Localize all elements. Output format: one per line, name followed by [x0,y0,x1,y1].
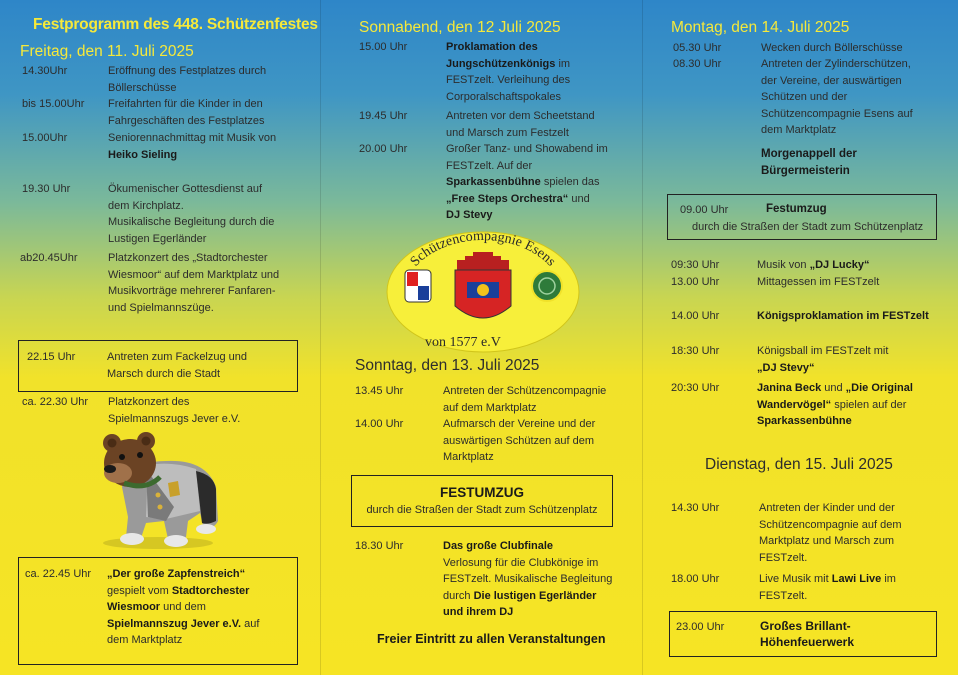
event-line [107,599,259,616]
bear-mascot-image [88,425,228,553]
text-segment: Live Musik mit [759,573,832,585]
event-line: Musikalische Begleitung durch die [108,216,275,228]
event-desc [443,538,612,621]
event-desc [107,566,259,649]
event-line: Königsball im FESTzelt mit [757,345,889,357]
event-time: 09:30 Uhr [671,259,720,271]
event-line: Spielmannszugs Jever e.V. [108,412,241,425]
event-line: Schützen und der [761,91,848,103]
event-time: 14.00 Uhr [355,418,404,430]
performer-name: DJ Stevy [446,209,493,221]
text-segment: Lawi Live [831,573,882,585]
day-heading-saturday: Sonnabend, den 12 Juli 2025 [359,19,561,36]
event-line [757,397,913,414]
event-desc [446,141,608,224]
event-line: Seniorennachmittag mit Musik von [108,132,277,144]
event-time: 09.00 Uhr [680,204,729,216]
event-line: FESTzelt. Auf der [446,159,533,172]
event-line: Großes Brillant- [760,619,851,633]
text-segment: und dem [160,601,206,613]
event-line [757,380,913,397]
event-line: Corporalschaftspokales [446,90,561,103]
event-title: Das große Clubfinale [443,540,554,552]
highlight-box-festumzug [667,194,937,240]
event-title: Proklamation des [446,41,538,53]
free-entry-note: Freier Eintritt zu allen Veranstaltungen [377,632,606,646]
event-time: ca. 22.45 Uhr [25,568,92,580]
event-title: Königsproklamation im FESTzelt [757,310,929,322]
panel-weekend [320,0,642,675]
text-segment: im [555,57,571,70]
event-desc [761,146,857,179]
event-line [107,616,259,633]
day-heading-tuesday: Dienstag, den 15. Juli 2025 [705,456,893,473]
text-segment: Wandervögel“ [757,398,832,411]
day-heading-friday: Freitag, den 11. Juli 2025 [20,43,194,60]
event-line: FESTzelt. [759,551,808,564]
program-title: Festprogramm des 448. Schützenfestes [33,16,318,33]
highlight-box-fireworks [669,611,937,657]
event-title: Festumzug [766,203,827,215]
event-time: 14.30 Uhr [671,502,720,514]
event-line: Antreten vor dem Scheetstand [446,110,595,122]
event-line [446,191,608,208]
event-line: Höhenfeuerwerk [760,635,855,649]
performer-name: „DJ Stevy“ [757,361,815,374]
event-line: und ihrem DJ [443,606,514,618]
event-desc [759,571,896,604]
event-line [446,174,608,191]
event-line: dem Marktplatz [107,634,183,646]
event-desc [108,96,265,129]
panel-friday [0,0,320,675]
event-line: Schützencompagnie Esens auf [761,107,913,120]
event-time: 18.00 Uhr [671,573,720,585]
event-time: ab20.45Uhr [20,252,78,264]
event-time: ca. 22.30 Uhr [22,396,89,408]
text-segment: Musik von [757,259,810,271]
event-desc [757,257,870,274]
day-heading-sunday: Sonntag, den 13. Juli 2025 [355,357,540,374]
event-line: Ökumenischer Gottesdienst auf [108,183,263,195]
event-time: 14.30Uhr [22,65,68,77]
event-line: Fahrgeschäften des Festplatzes [108,114,265,127]
event-desc [108,250,279,316]
event-line: Antreten der Schützencompagnie [443,385,607,397]
event-desc [108,394,240,427]
event-line [107,583,259,600]
event-title: Bürgermeisterin [761,164,850,177]
event-time: 13.45 Uhr [355,385,404,397]
parade-subtitle: durch die Straßen der Stadt zum Schützenplatz [366,504,598,516]
event-time: 19.45 Uhr [359,110,408,122]
text-segment: spielen das [540,176,600,188]
event-line: Platzkonzert des [108,396,190,408]
text-segment: Sparkassenbühne [446,176,541,188]
event-line: dem Kirchplatz. [108,199,184,212]
day-heading-monday: Montag, den 14. Juli 2025 [671,19,850,36]
highlight-box-torchlight [18,340,298,392]
text-segment: Wiesmoor [107,601,161,613]
text-segment: Janina Beck [757,382,822,394]
event-desc: Wecken durch Böllerschüsse [761,42,903,54]
event-line: Musikvorträge mehrerer Fanfaren- [108,285,276,297]
logo-bottom-text: von 1577 e.V [425,335,501,350]
event-line: Großer Tanz- und Showabend im [446,143,608,155]
event-time: 23.00 Uhr [676,621,725,633]
event-desc [759,500,901,566]
text-segment: spielen auf der [831,398,907,411]
event-line: Böllerschüsse [108,81,177,94]
event-line: Wiesmoor“ auf dem Marktplatz und [108,268,280,281]
event-line [759,571,896,588]
event-line [443,588,612,605]
event-line: Marktplatz und Marsch zum [759,535,895,547]
text-segment: „DJ Lucky“ [809,259,870,271]
event-time: 14.00 Uhr [671,310,720,322]
event-title: Morgenappell der [761,148,857,160]
text-segment: Spielmannszug Jever e.V. [107,617,242,630]
text-segment: „Free Steps Orchestra“ [446,192,569,205]
highlight-box-parade [351,475,613,527]
panel-monday-tuesday [642,0,958,675]
event-desc [446,39,570,105]
text-segment: und [821,382,846,394]
event-time: 13.00 Uhr [671,276,720,288]
event-time: 15.00 Uhr [359,41,408,53]
event-line: Freifahrten für die Kinder in den [108,98,263,110]
event-desc [757,380,913,430]
performer-name: Heiko Sieling [108,148,178,161]
event-line: und Spielmannszüge. [108,301,214,314]
event-time: 08.30 Uhr [673,58,722,70]
event-time: bis 15.00Uhr [22,98,85,110]
event-title: „Der große Zapfenstreich“ [107,568,246,580]
event-line: FESTzelt. [759,589,808,602]
event-time: 18:30 Uhr [671,345,720,357]
text-segment: Stadtorchester [171,584,250,597]
event-desc [757,343,888,376]
event-line: Marktplatz [443,451,494,463]
text-segment: Die lustigen Egerländer [473,589,597,602]
event-line: dem Marktplatz [761,124,837,136]
event-line: der Vereine, der auswärtigen [761,74,902,87]
event-line: Eröffnung des Festplatzes durch [108,65,267,77]
text-segment: im [881,573,896,585]
highlight-box-zapfenstreich [18,557,298,665]
event-line: FESTzelt. Musikalische Begleitung [443,573,613,585]
text-segment: Jungschützenkönigs [446,57,556,70]
text-segment: auf [241,617,260,630]
text-segment: „Die Original [845,382,913,394]
text-segment: und [568,192,590,205]
event-desc [108,63,266,96]
event-desc [107,349,247,382]
event-line: auf dem Marktplatz [443,401,537,414]
event-line: Antreten zum Fackelzug und [107,351,248,363]
text-segment: durch [443,589,474,602]
event-desc [443,416,595,466]
event-line: Lustigen Egerländer [108,232,207,245]
event-time: 20.00 Uhr [359,143,408,155]
event-line: FESTzelt. Verleihung des [446,74,571,86]
event-time: 22.15 Uhr [27,351,76,363]
event-line: Platzkonzert des „Stadtorchester [108,252,268,264]
event-line: und Marsch zum Festzelt [446,126,569,139]
event-line: Marsch durch die Stadt [107,367,221,380]
event-desc [108,181,274,247]
parade-title: FESTUMZUG [440,485,524,500]
logo-top-path: Schützencompagnie Esens [407,228,559,270]
event-time: 18.30 Uhr [355,540,404,552]
event-line: Schützencompagnie auf dem [759,518,902,531]
event-desc [108,130,276,163]
event-desc [446,108,595,141]
event-line: Verlosung für die Clubkönige im [443,556,599,569]
event-line: Antreten der Zylinderschützen, [761,58,911,70]
event-line: Aufmarsch der Vereine und der [443,418,596,430]
event-line: Sparkassenbühne [757,415,852,427]
event-title [760,618,854,650]
event-desc: Mittagessen im FESTzelt [757,276,880,288]
event-desc [443,383,606,416]
event-time: 19.30 Uhr [22,183,71,195]
event-time: 05.30 Uhr [673,42,722,54]
event-time: 15.00Uhr [22,132,68,144]
event-subtitle: durch die Straßen der Stadt zum Schützenplatz [692,221,924,233]
event-line [446,56,570,73]
event-time: 20:30 Uhr [671,382,720,394]
event-desc [761,56,913,139]
event-line: Antreten der Kinder und der [759,502,895,514]
text-segment: gespielt vom [107,584,172,597]
event-line: auswärtigen Schützen auf dem [443,434,595,447]
